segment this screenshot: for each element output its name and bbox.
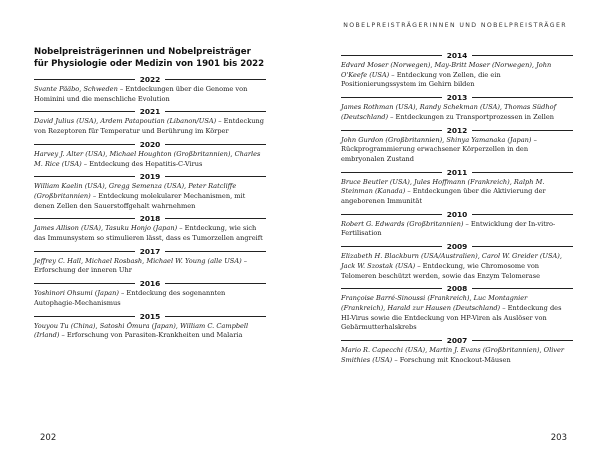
year-label: 2007 bbox=[446, 336, 468, 346]
entry-text bbox=[341, 178, 573, 207]
year-label: 2011 bbox=[446, 167, 468, 177]
year-label: 2013 bbox=[446, 93, 468, 103]
rule-line bbox=[341, 214, 442, 215]
nobel-entry bbox=[341, 283, 573, 333]
rule-line bbox=[341, 55, 442, 56]
rule-line bbox=[472, 130, 573, 131]
rule-line bbox=[472, 246, 573, 247]
laureate-names: Youyou Tu (China), Satoshi Ōmura (Japan), William C. Campbell (Irland) bbox=[34, 321, 249, 340]
rule-line bbox=[165, 283, 266, 284]
rule-line bbox=[165, 176, 266, 177]
entry-text bbox=[34, 150, 266, 169]
year-label: 2016 bbox=[139, 279, 161, 289]
nobel-entry bbox=[341, 241, 573, 281]
laureate-names: James Allison (USA), Tasuku Honjo (Japan) bbox=[34, 224, 178, 233]
rule-line bbox=[341, 130, 442, 131]
laureate-names: Bruce Beutler (USA), Jules Hoffmann (Frankreich), Ralph M. Steinman (Kanada) bbox=[341, 177, 545, 196]
nobel-entry bbox=[341, 50, 573, 90]
discovery-description: – Entdeckungen über die Genome von Hominini und die menschliche Evolution bbox=[34, 85, 248, 103]
laureate-names: Yoshinori Ohsumi (Japan) bbox=[34, 289, 119, 298]
entry-text bbox=[34, 322, 266, 341]
entry-text bbox=[34, 85, 266, 104]
rule-line bbox=[34, 251, 135, 252]
running-head: NOBELPREISTRÄGERINNEN UND NOBELPREISTRÄGER bbox=[343, 22, 567, 29]
rule-line bbox=[34, 218, 135, 219]
rule-line bbox=[34, 283, 135, 284]
discovery-description: – Erforschung von Parasiten-Krankheiten und Malaria bbox=[59, 331, 243, 340]
year-heading bbox=[34, 213, 266, 224]
entry-text bbox=[341, 294, 573, 333]
year-label: 2009 bbox=[446, 242, 468, 252]
year-label: 2015 bbox=[139, 311, 161, 321]
nobel-entry bbox=[341, 125, 573, 165]
laureate-names: Robert G. Edwards (Großbritannien) bbox=[341, 219, 464, 228]
rule-line bbox=[165, 218, 266, 219]
laureate-names: Svante Pääbo, Schweden bbox=[34, 85, 118, 93]
rule-line bbox=[341, 97, 442, 98]
laureate-names: William Kaelin (USA), Gregg Semenza (USA), Peter Ratcliffe (Großbritannien) bbox=[34, 182, 237, 200]
rule-line bbox=[165, 79, 266, 80]
rule-line bbox=[34, 111, 135, 112]
year-label: 2012 bbox=[446, 125, 468, 135]
nobel-entry bbox=[34, 139, 266, 169]
laureate-names: John Gurdon (Großbritannien), Shinya Yamanaka (Japan) bbox=[341, 135, 532, 144]
rule-line bbox=[34, 144, 135, 145]
rule-line bbox=[165, 251, 266, 252]
year-heading bbox=[341, 50, 573, 61]
laureate-names: Edvard Moser (Norwegen), May-Britt Moser (Norwegen), John O'Keefe (USA) bbox=[341, 61, 552, 79]
rule-line bbox=[34, 79, 135, 80]
discovery-description: – Rückprogrammierung erwachsener Körperzellen in den embryonalen Zustand bbox=[341, 135, 537, 163]
rule-line bbox=[472, 55, 573, 56]
year-label: 2021 bbox=[139, 107, 161, 117]
rule-line bbox=[341, 246, 442, 247]
page-number-right: 203 bbox=[550, 433, 567, 443]
year-label: 2017 bbox=[139, 246, 161, 256]
discovery-description: – Entdeckung molekularer Mechanismen, mit denen Zellen den Sauerstoffgehalt wahrnehmen bbox=[34, 191, 246, 210]
rule-line bbox=[472, 340, 573, 341]
year-heading bbox=[341, 92, 573, 103]
discovery-description: – Entdeckung, wie sich das Immunsystem so stimulieren lässt, dass es Tumorzellen angreift bbox=[34, 224, 263, 243]
nobel-entry bbox=[341, 92, 573, 122]
entry-text bbox=[34, 224, 266, 243]
entry-text bbox=[34, 289, 266, 308]
year-heading bbox=[34, 246, 266, 257]
year-heading bbox=[34, 278, 266, 289]
year-label: 2018 bbox=[139, 214, 161, 224]
rule-line bbox=[341, 172, 442, 173]
rule-line bbox=[165, 316, 266, 317]
nobel-entry bbox=[341, 167, 573, 207]
left-entry-list bbox=[34, 74, 266, 341]
year-heading bbox=[34, 74, 266, 85]
laureate-names: James Rothman (USA), Randy Schekman (USA), Thomas Südhof (Deutschland) bbox=[341, 103, 557, 121]
laureate-names: David Julius (USA), Ardem Patapoutian (Libanon/USA) bbox=[34, 117, 217, 126]
nobel-entry bbox=[341, 335, 573, 365]
discovery-description: – Entdeckung von Zellen, die ein Positionierungssystem im Gehirn bilden bbox=[341, 70, 501, 89]
year-heading bbox=[341, 283, 573, 294]
discovery-description: – Entdeckung des HI-Virus sowie die Entdeckung von HP-Viren als Auslöser von Gebärmutterhalskrebs bbox=[341, 303, 562, 332]
rule-line bbox=[472, 214, 573, 215]
rule-line bbox=[165, 111, 266, 112]
entry-text bbox=[341, 346, 573, 365]
year-heading bbox=[341, 335, 573, 346]
nobel-entry bbox=[34, 278, 266, 308]
laureate-names: Elizabeth H. Blackburn (USA/Australien), Carol W. Greider (USA), Jack W. Szostak (USA) bbox=[341, 252, 562, 270]
rule-line bbox=[165, 144, 266, 145]
year-heading bbox=[341, 125, 573, 136]
rule-line bbox=[472, 97, 573, 98]
right-column bbox=[341, 48, 573, 365]
nobel-entry bbox=[341, 209, 573, 239]
year-label: 2020 bbox=[139, 139, 161, 149]
right-page bbox=[300, 0, 600, 467]
year-heading bbox=[34, 171, 266, 182]
discovery-description: – Entdeckung von Rezeptoren für Temperatur und Berührung im Körper bbox=[34, 117, 264, 136]
year-heading bbox=[34, 139, 266, 150]
year-label: 2022 bbox=[139, 75, 161, 84]
entry-text bbox=[34, 182, 266, 211]
rule-line bbox=[472, 288, 573, 289]
discovery-description: – Entdeckung des Hepatitis-C-Virus bbox=[81, 159, 203, 168]
entry-text bbox=[341, 103, 573, 122]
rule-line bbox=[34, 316, 135, 317]
year-heading bbox=[341, 167, 573, 178]
year-heading bbox=[341, 241, 573, 252]
nobel-entry bbox=[34, 311, 266, 341]
rule-line bbox=[341, 340, 442, 341]
laureate-names: Jeffrey C. Hall, Michael Rosbash, Michael W. Young (alle USA) bbox=[34, 256, 242, 265]
nobel-entry bbox=[34, 171, 266, 211]
page-title: Nobelpreisträgerinnen und Nobelpreisträger für Physiologie oder Medizin von 1901 bis 2022 bbox=[34, 47, 265, 69]
laureate-names: Françoise Barré-Sinoussi (Frankreich), Luc Montagnier (Frankreich), Harald zur Hausen (Deutschland) bbox=[341, 294, 528, 312]
discovery-description: – Forschung mit Knockout-Mäusen bbox=[392, 355, 511, 364]
year-label: 2014 bbox=[446, 51, 468, 60]
entry-text bbox=[341, 252, 573, 281]
discovery-description: – Entdeckung des sogenannten Autophagie-Mechanismus bbox=[34, 289, 226, 307]
year-label: 2010 bbox=[446, 209, 468, 219]
rule-line bbox=[341, 288, 442, 289]
discovery-description: – Entdeckungen zu Transportprozessen in Zellen bbox=[388, 112, 554, 121]
nobel-entry bbox=[34, 106, 266, 136]
laureate-names: Harvey J. Alter (USA), Michael Houghton (Großbritannien), Charles M. Rice (USA) bbox=[34, 149, 261, 168]
discovery-description: – Entwicklung der In-vitro-Fertilisation bbox=[341, 219, 556, 238]
rule-line bbox=[472, 172, 573, 173]
right-entry-list bbox=[341, 50, 573, 365]
laureate-names: Mario R. Capecchi (USA), Martin J. Evans (Großbritannien), Oliver Smithies (USA) bbox=[341, 346, 565, 364]
year-heading bbox=[34, 106, 266, 117]
year-label: 2008 bbox=[446, 284, 468, 294]
year-label: 2019 bbox=[139, 172, 161, 182]
discovery-description: – Entdeckungen über die Aktivierung der angeborenen Immunität bbox=[341, 187, 546, 206]
discovery-description: – Erforschung der inneren Uhr bbox=[34, 256, 248, 275]
rule-line bbox=[34, 176, 135, 177]
nobel-entry bbox=[34, 213, 266, 243]
year-heading bbox=[341, 209, 573, 220]
entry-text bbox=[341, 61, 573, 90]
entry-text bbox=[34, 117, 266, 136]
nobel-entry bbox=[34, 74, 266, 104]
year-heading bbox=[34, 311, 266, 322]
entry-text bbox=[341, 136, 573, 165]
entry-text bbox=[34, 257, 266, 276]
discovery-description: – Entdeckung, wie Chromosome von Telomeren beschützt werden, sowie das Enzym Telomerase bbox=[341, 261, 540, 280]
entry-text bbox=[341, 220, 573, 239]
left-column bbox=[34, 46, 266, 341]
page-number-left: 202 bbox=[40, 433, 57, 443]
nobel-entry bbox=[34, 246, 266, 276]
